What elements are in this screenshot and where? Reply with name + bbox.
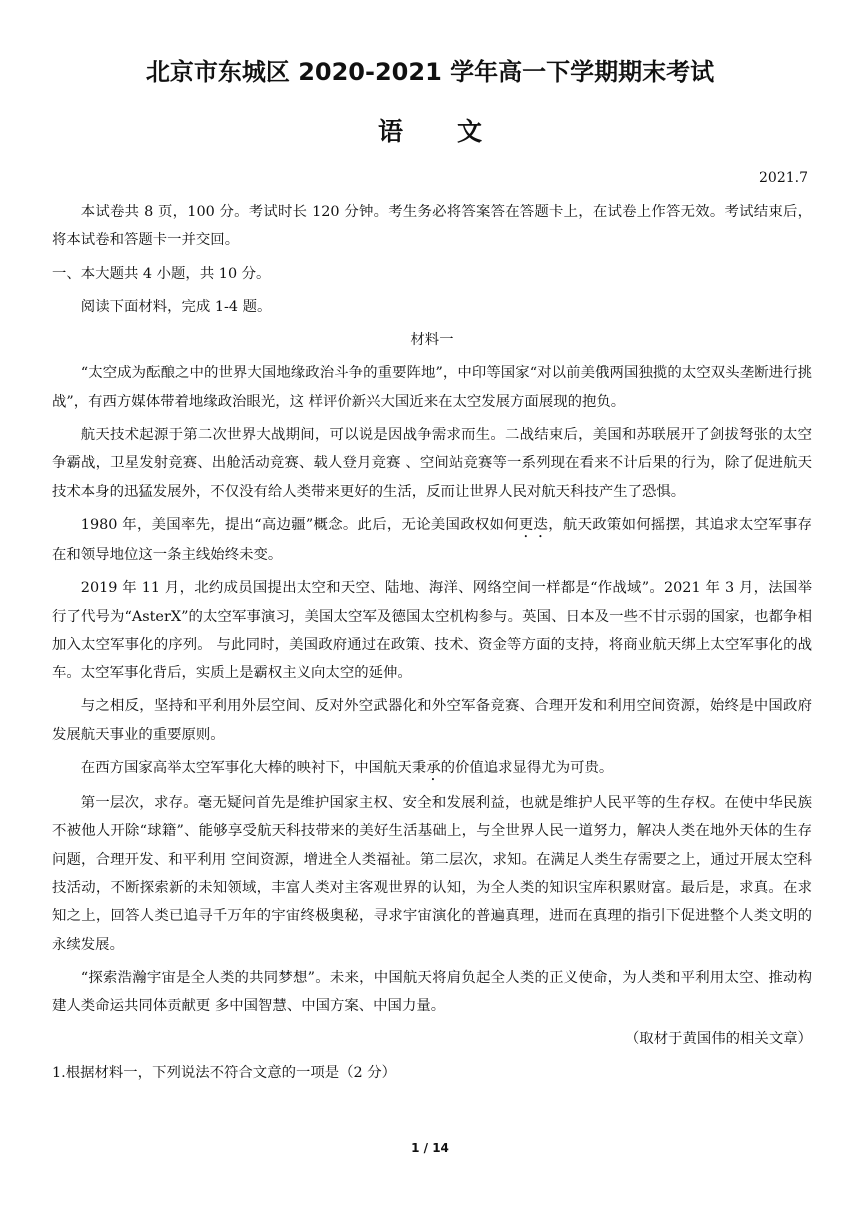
page-separator: / — [419, 1141, 433, 1155]
material-paragraph-5: 与之相反，坚持和平利用外层空间、反对外空武器化和外空军备竞赛、合理开发和利用空间资源，始终是中国政府发展航天事业的重要原则。 — [52, 698, 812, 743]
material-paragraph-2: 航天技术起源于第二次世界大战期间，可以说是因战争需求而生。二战结束后，美国和苏联展开了剑拔弩张的太空争霸战，卫星发射竞赛、出舱活动竞赛、载人登月竞赛 、空间站竞赛等一系列现在看来不计后果的行为，除了促进航天技术本身的迅猛发展外，不仅没有给人类带来更好的生活，反而让世界人民对航天科技产生了恐惧。 — [52, 427, 812, 500]
material-paragraph-6 — [52, 754, 812, 784]
subject-title — [0, 112, 860, 148]
paragraph-3-text-b: ，航天政策如何摇摆，其追求太空军事存在和领导地位这一条主线始终未变。 — [52, 516, 812, 563]
material-source: （取材于黄国伟的相关文章） — [624, 1031, 812, 1048]
material-paragraph-7: 第一层次，求存。毫无疑问首先是维护国家主权、安全和发展利益，也就是维护人民平等的生存权。在使中华民族不被他人开除“球籍”、能够享受航天科技带来的美好生活基础上，与全世界人民一道努力，解决人类在地外天体的生存问题，合理开发、和平利用 空间资源，增进全人类福祉。第二层次，求知。在满足人类生存需要之上，通过开展太空科技活动，不断探索新的未知领域，丰富人类对主客观世界的认知，为全人类的知识宝库积累财富。最后是，求真。在求知之上，回答人类已追寻千万年的宇宙终极奥秘，寻求宇宙演化的普遍真理，进而在真理的指引下促进整个人类文明的永续发展。 — [52, 795, 812, 953]
exam-body — [52, 198, 812, 1092]
question-1: 1.根据材料一，下列说法不符合文意的一项是（2 分） — [52, 1064, 397, 1081]
emphasized-word-gengdie: 更迭 — [518, 516, 549, 533]
material-heading: 材料一 — [410, 332, 454, 349]
page-total: 14 — [432, 1141, 449, 1155]
paragraph-3-text-a: 1980 年，美国率先，提出“高边疆”概念。此后，无论美国政权如何 — [80, 516, 519, 533]
material-paragraph-3 — [52, 511, 812, 569]
subject-char-2: 文 — [457, 117, 483, 146]
paragraph-6-text-b: 的价值追求显得尤为可贵。 — [440, 760, 614, 777]
material-paragraph-1: “太空成为酝酿之中的世界大国地缘政治斗争的重要阵地”，中印等国家“对以前美俄两国独揽的太空双头垄断进行挑战”，有西方媒体带着地缘政治眼光，这 样评价新兴大国近来在太空发展方面展现的抱负。 — [52, 365, 812, 410]
section-heading: 一、本大题共 4 小题，共 10 分。 — [52, 265, 271, 282]
exam-title: 北京市东城区 2020-2021 学年高一下学期期末考试 — [145, 58, 715, 86]
emphasized-word-cheng: 承 — [426, 760, 441, 777]
material-paragraph-4: 2019 年 11 月，北约成员国提出太空和天空、陆地、海洋、网络空间一样都是“作战域”。2021 年 3 月，法国举行了代号为“AsterX”的太空军事演习，美国太空军及德国太空机构参与。英国、日本及一些不甘示弱的国家，也都争相加入太空军事化的序列。 与此同时，美国政府通过在政策、技术、资金等方面的支持，将商业航天绑上太空军事化的战车。太空军事化背后，实质上是霸权主义向太空的延伸。 — [52, 580, 812, 682]
material-paragraph-8: “探索浩瀚宇宙是全人类的共同梦想”。未来，中国航天将肩负起全人类的正义使命，为人类和平利用太空、推动构建人类命运共同体贡献更 多中国智慧、中国方案、中国力量。 — [52, 969, 812, 1015]
reading-instruction: 阅读下面材料，完成 1-4 题。 — [80, 298, 272, 315]
exam-date: 2021.7 — [759, 170, 808, 186]
exam-notice: 本试卷共 8 页，100 分。考试时长 120 分钟。考生务必将答案答在答题卡上，在试卷上作答无效。考试结束后，将本试卷和答题卡一并交回。 — [52, 204, 812, 249]
page-number — [0, 1141, 860, 1155]
subject-char-1: 语 — [377, 117, 403, 146]
paragraph-6-text-a: 在西方国家高举太空军事化大棒的映衬下，中国航天秉 — [80, 760, 427, 777]
page-current: 1 — [411, 1141, 420, 1155]
